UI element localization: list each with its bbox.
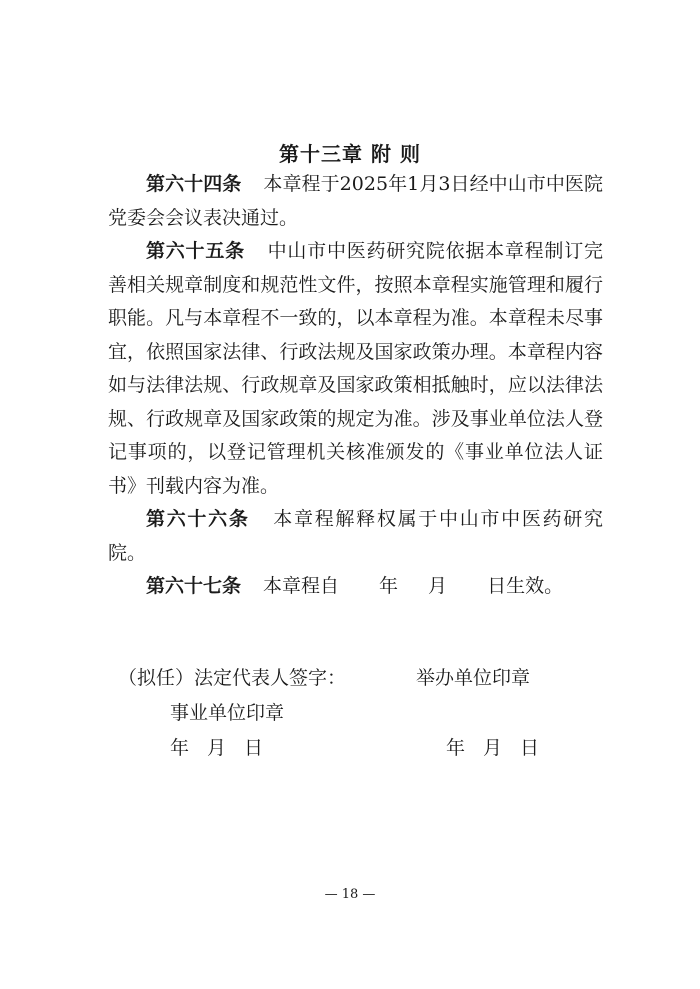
date-month: 月	[207, 737, 227, 759]
article-text-prefix: 本章程自	[263, 575, 340, 597]
sponsor-unit-seal-label: 举办单位印章	[416, 667, 531, 689]
day-suffix: 日生效。	[487, 575, 564, 597]
date-right	[446, 733, 539, 760]
article-67	[108, 570, 603, 604]
date-day: 日	[520, 737, 540, 759]
article-66	[108, 503, 603, 570]
month-label: 月	[428, 575, 448, 597]
articles-body	[108, 168, 603, 604]
article-text: 本章程解释权属于中山市中医药研究院。	[108, 508, 603, 564]
year-label: 年	[379, 575, 399, 597]
legal-representative-signature-label: （拟任）法定代表人签字：	[118, 667, 347, 689]
article-number: 第六十四条	[146, 173, 242, 195]
date-year: 年	[170, 737, 190, 759]
article-64	[108, 168, 603, 235]
article-65	[108, 235, 603, 503]
article-number: 第六十七条	[146, 575, 242, 597]
date-left	[170, 733, 263, 760]
article-number: 第六十五条	[146, 240, 245, 262]
page-number: — 18 —	[324, 887, 376, 902]
chapter-title: 第十三章 附 则	[279, 142, 421, 166]
date-day: 日	[244, 737, 264, 759]
article-text: 本章程于2025年1月3日经中山市中医院党委会会议表决通过。	[108, 173, 603, 229]
date-month: 月	[483, 737, 503, 759]
article-text: 中山市中医药研究院依据本章程制订完善相关规章制度和规范性文件，按照本章程实施管理和履行职能。凡与本章程不一致的，以本章程为准。本章程未尽事宜，依照国家法律、行政法规及国家政策办理。本章程内容如与法律法规、行政规章及国家政策相抵触时，应以法律法规、行政规章及国家政策的规定为准。涉及事业单位法人登记事项的，以登记管理机关核准颁发的《事业单位法人证书》刊载内容为准。	[108, 240, 603, 497]
date-year: 年	[446, 737, 466, 759]
article-number: 第六十六条	[146, 508, 250, 530]
institution-seal-label: 事业单位印章	[170, 702, 285, 724]
